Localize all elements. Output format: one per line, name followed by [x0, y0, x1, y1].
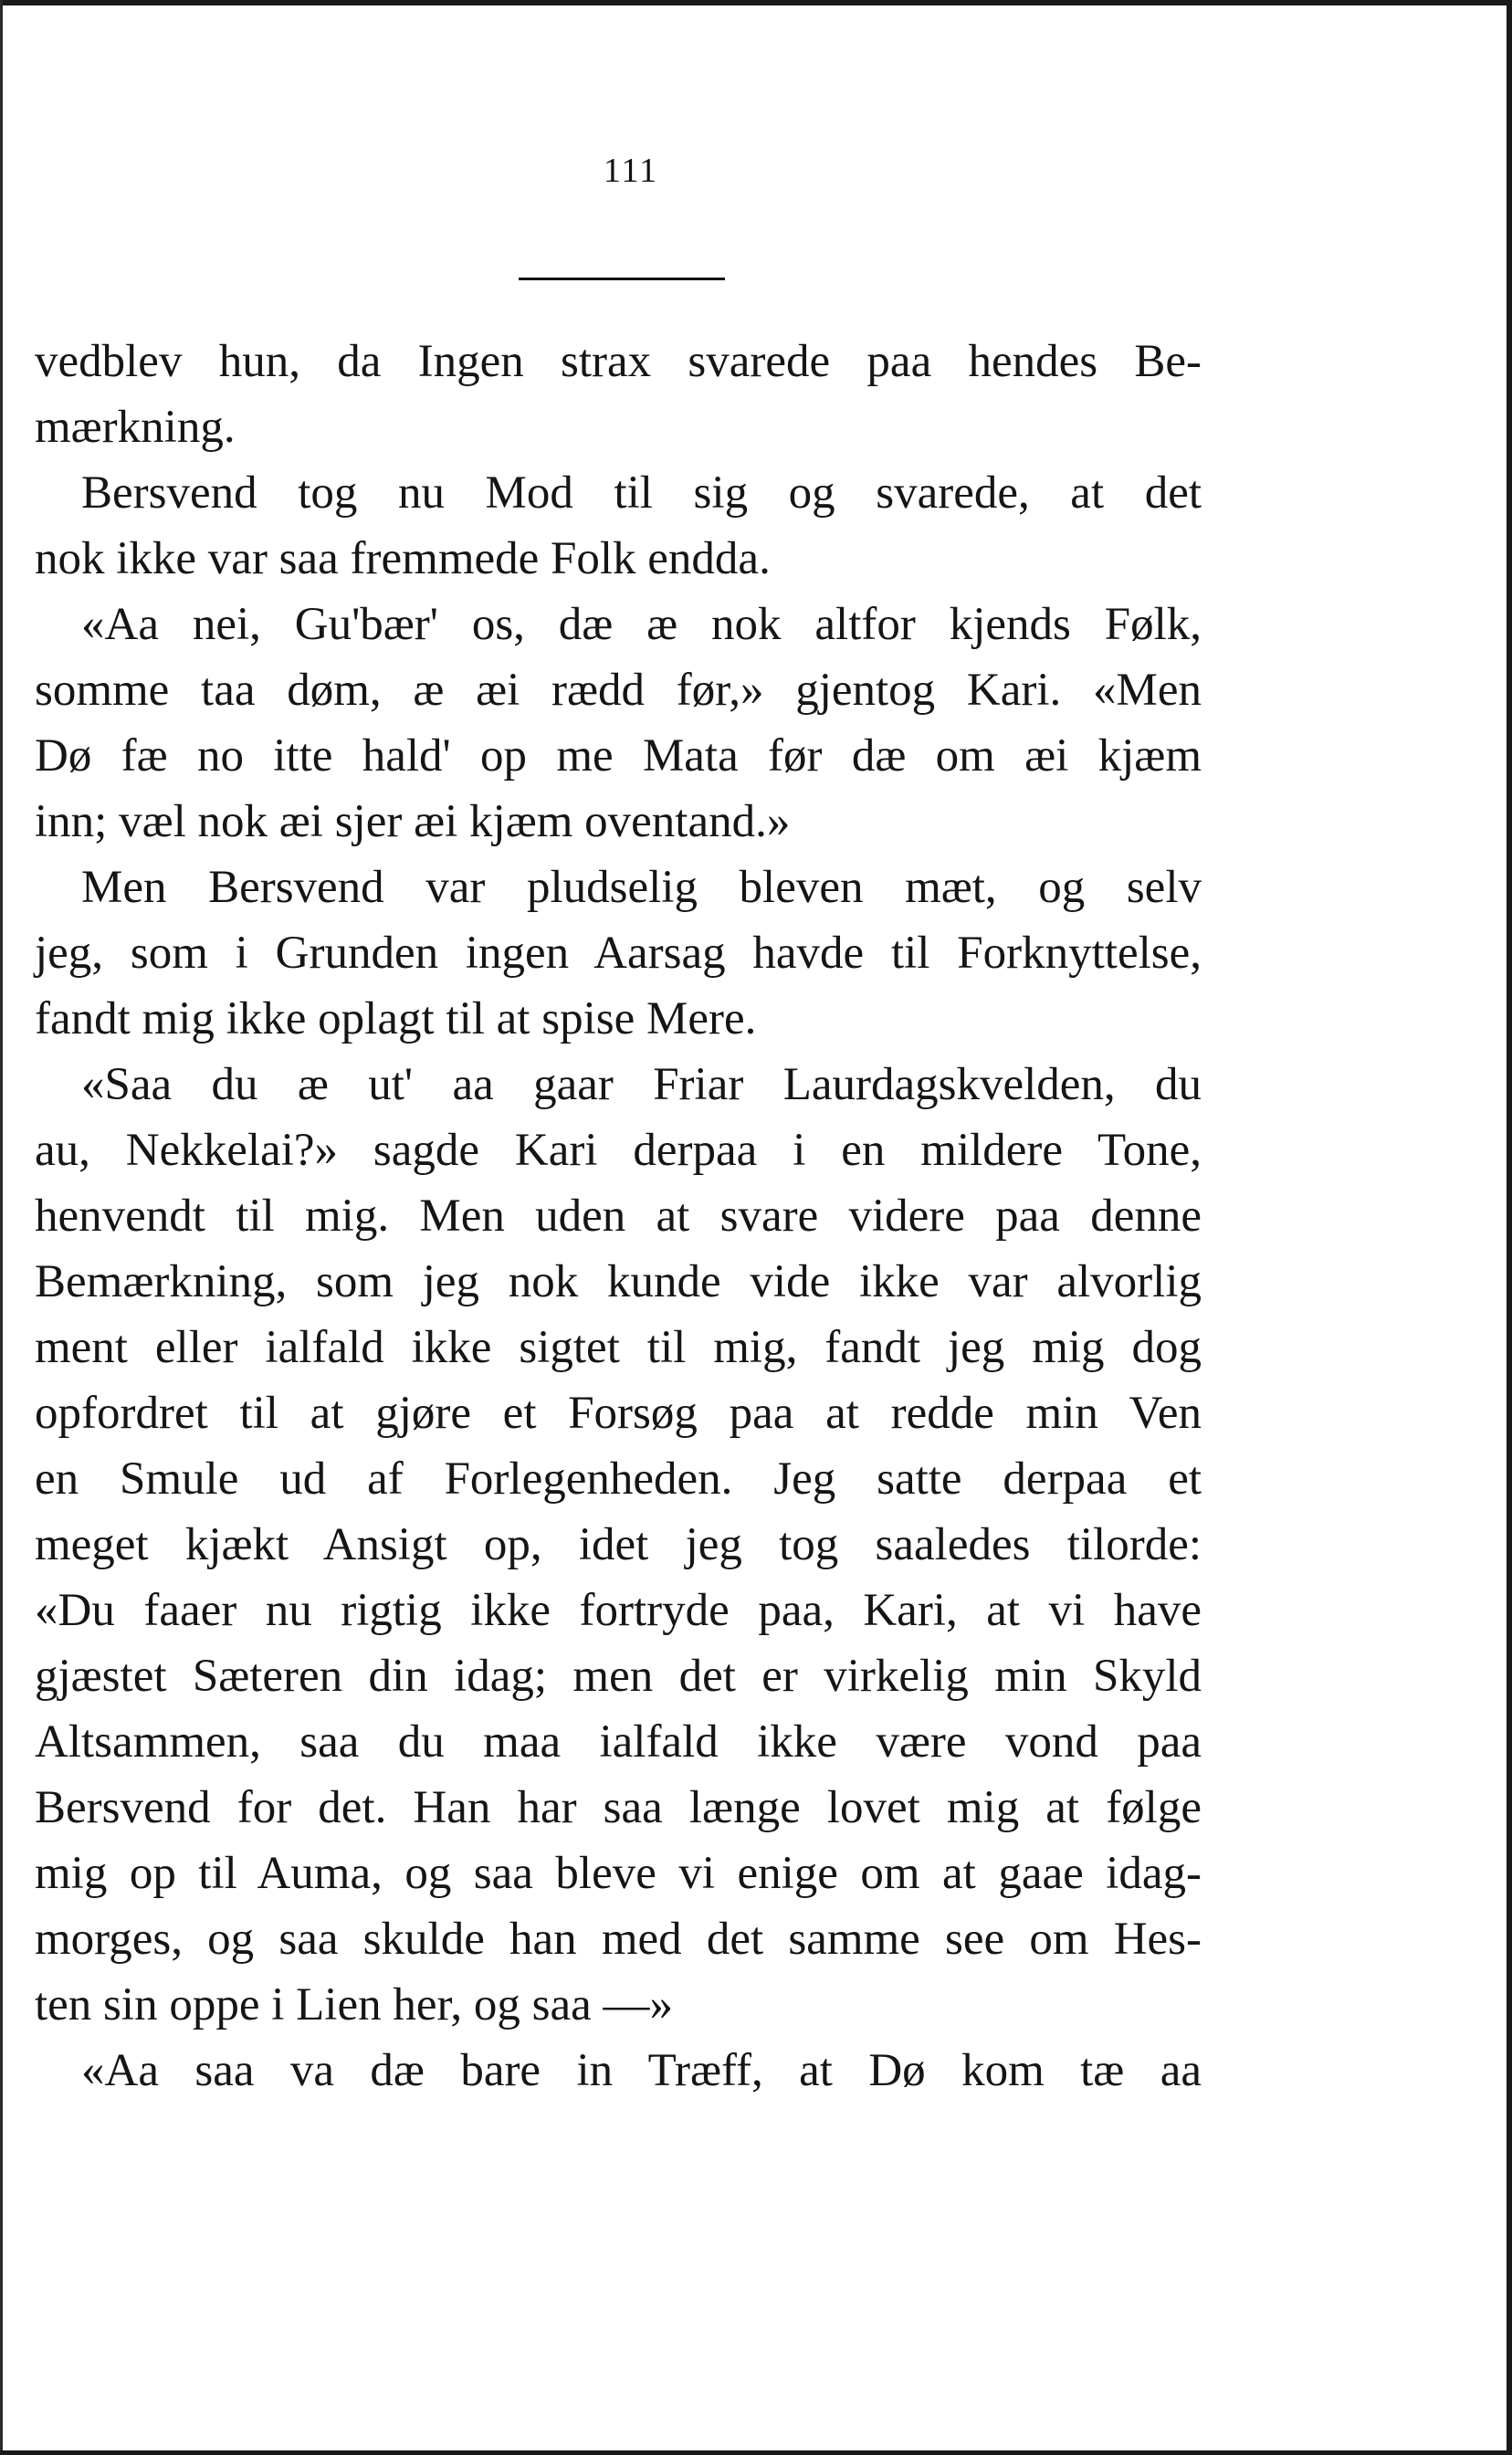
text-line: «Aa nei, Gu'bær' os, dæ æ nok altfor kjends Følk,: [35, 599, 1202, 650]
text-line: Dø fæ no itte hald' op me Mata før dæ om æi kjæm: [35, 730, 1202, 782]
text-line: «Du faaer nu rigtig ikke fortryde paa, Kari, at vi have: [35, 1585, 1202, 1636]
text-line: vedblev hun, da Ingen strax svarede paa hendes Be-: [35, 336, 1202, 387]
header-rule: [519, 278, 725, 280]
text-line: jeg, som i Grunden ingen Aarsag havde til Forknyttelse,: [35, 928, 1202, 979]
text-line: somme taa døm, æ æi rædd før,» gjentog Kari. «Men: [35, 665, 1202, 716]
text-line: Bemærkning, som jeg nok kunde vide ikke var alvorlig: [35, 1256, 1202, 1307]
text-line: nok ikke var saa fremmede Folk endda.: [35, 533, 771, 584]
text-line: gjæstet Sæteren din idag; men det er virkelig min Skyld: [35, 1651, 1202, 1702]
page-number: 111: [603, 152, 659, 190]
scan-edge-left: [0, 0, 3, 2455]
text-line: Altsammen, saa du maa ialfald ikke være vond paa: [35, 1716, 1202, 1768]
text-line: en Smule ud af Forlegenheden. Jeg satte derpaa et: [35, 1453, 1202, 1505]
text-line: Bersvend for det. Han har saa længe lovet mig at følge: [35, 1782, 1202, 1833]
scan-edge-bottom: [0, 2450, 1512, 2455]
text-line: mærkning.: [35, 402, 236, 453]
text-line: mig op til Auma, og saa bleve vi enige om at gaae idag-: [35, 1848, 1202, 1899]
text-line: opfordret til at gjøre et Forsøg paa at redde min Ven: [35, 1388, 1202, 1439]
text-line: «Saa du æ ut' aa gaar Friar Laurdagskvelden, du: [35, 1059, 1202, 1110]
text-line: inn; væl nok æi sjer æi kjæm oventand.»: [35, 796, 791, 847]
text-line: ment eller ialfald ikke sigtet til mig, fandt jeg mig dog: [35, 1322, 1202, 1373]
text-line: au, Nekkelai?» sagde Kari derpaa i en mildere Tone,: [35, 1125, 1202, 1176]
text-line: henvendt til mig. Men uden at svare videre paa denne: [35, 1191, 1202, 1242]
text-line: morges, og saa skulde han med det samme see om Hes-: [35, 1914, 1202, 1965]
text-line: ten sin oppe i Lien her, og saa —»: [35, 1979, 674, 2030]
scan-edge-right: [1507, 0, 1512, 2455]
text-line: meget kjækt Ansigt op, idet jeg tog saaledes tilorde:: [35, 1519, 1202, 1570]
body-text: [35, 329, 1202, 2104]
text-line: Men Bersvend var pludselig bleven mæt, og selv: [35, 862, 1202, 913]
text-line: fandt mig ikke oplagt til at spise Mere.: [35, 993, 757, 1044]
text-line: Bersvend tog nu Mod til sig og svarede, at det: [35, 467, 1202, 519]
scan-edge-top: [0, 0, 1512, 5]
text-line: «Aa saa va dæ bare in Træff, at Dø kom tæ aa: [35, 2045, 1202, 2096]
